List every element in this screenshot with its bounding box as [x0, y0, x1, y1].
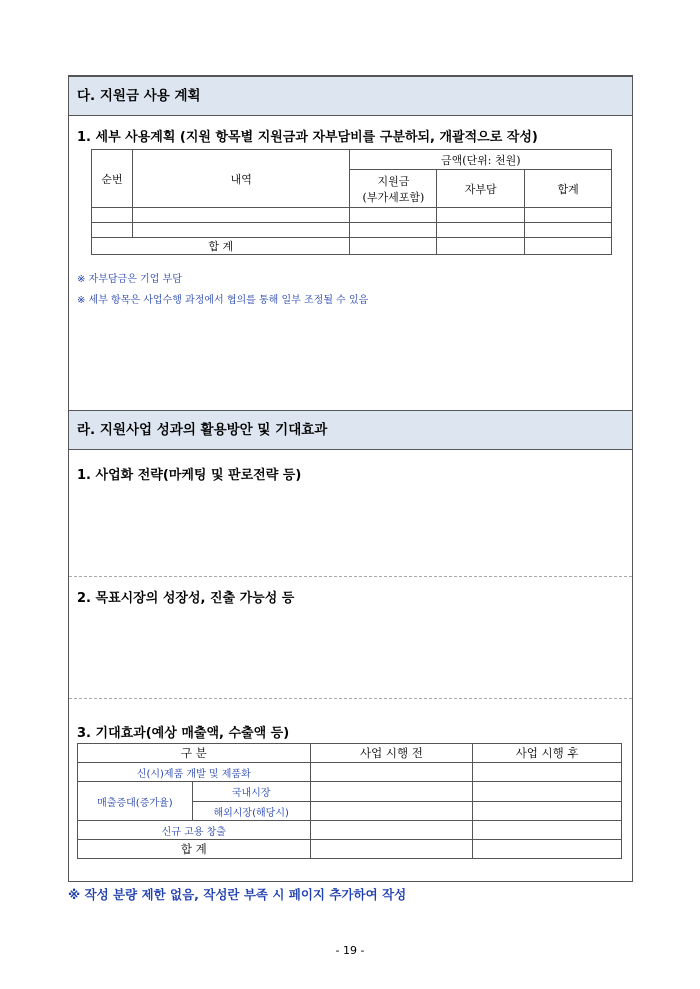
cell[interactable] [132, 223, 350, 238]
cell[interactable] [350, 208, 437, 223]
cell[interactable] [350, 223, 437, 238]
divider [69, 576, 632, 577]
cell[interactable] [132, 208, 350, 223]
note-self-funding: ※ 자부담금은 기업 부담 [77, 274, 182, 285]
form-frame [68, 75, 633, 882]
cell[interactable] [473, 821, 622, 840]
page-number: - 19 - [335, 944, 365, 957]
cell[interactable] [437, 223, 525, 238]
row-total: 합 계 [78, 840, 311, 859]
row-jobs: 신규 고용 창출 [78, 821, 311, 840]
row-new-product: 신(시)제품 개발 및 제품화 [78, 763, 311, 782]
header-support-label: 지원금 [377, 174, 410, 188]
cell[interactable] [525, 208, 612, 223]
header-support-vat: (부가세포함) [362, 190, 425, 204]
cell[interactable] [310, 840, 473, 859]
cell[interactable] [310, 782, 473, 802]
subheading-usage-plan: 1. 세부 사용계획 (지원 항목별 지원금과 자부담비를 구분하되, 개괄적으로 작성) [77, 130, 538, 145]
header-sum: 합계 [525, 170, 612, 208]
header-support [350, 170, 437, 208]
cell[interactable] [310, 802, 473, 821]
section-heading-outcomes: 라. 지원사업 성과의 활용방안 및 기대효과 [69, 410, 632, 450]
note-adjustment: ※ 세부 항목은 사업수행 과정에서 협의를 통해 일부 조정될 수 있음 [77, 295, 369, 306]
budget-table [91, 149, 612, 255]
cell[interactable] [473, 802, 622, 821]
cell[interactable] [473, 840, 622, 859]
cell[interactable] [437, 238, 525, 255]
header-detail: 내역 [132, 150, 350, 208]
subheading-expected-effects: 3. 기대효과(예상 매출액, 수출액 등) [77, 726, 290, 741]
cell[interactable] [350, 238, 437, 255]
section-heading-support-plan: 다. 지원금 사용 계획 [69, 76, 632, 116]
header-after: 사업 시행 후 [473, 744, 622, 763]
cell[interactable] [473, 782, 622, 802]
cell[interactable] [92, 208, 133, 223]
row-overseas: 해외시장(해당시) [192, 802, 310, 821]
cell[interactable] [310, 821, 473, 840]
header-category: 구 분 [78, 744, 311, 763]
cell[interactable] [437, 208, 525, 223]
expected-effects-table [77, 743, 622, 859]
row-sales: 매출증대(증가율) [78, 782, 193, 821]
header-self: 자부담 [437, 170, 525, 208]
cell[interactable] [525, 223, 612, 238]
footer-note: ※ 작성 분량 제한 없음, 작성란 부족 시 페이지 추가하여 작성 [68, 887, 407, 902]
cell[interactable] [473, 763, 622, 782]
header-amount: 금액(단위: 천원) [350, 150, 612, 170]
total-label: 합 계 [92, 238, 350, 255]
row-domestic: 국내시장 [192, 782, 310, 802]
subheading-market: 2. 목표시장의 성장성, 진출 가능성 등 [77, 591, 295, 606]
divider [69, 698, 632, 699]
cell[interactable] [92, 223, 133, 238]
cell[interactable] [310, 763, 473, 782]
header-no: 순번 [92, 150, 133, 208]
header-before: 사업 시행 전 [310, 744, 473, 763]
subheading-strategy: 1. 사업화 전략(마케팅 및 판로전략 등) [77, 468, 302, 483]
cell[interactable] [525, 238, 612, 255]
